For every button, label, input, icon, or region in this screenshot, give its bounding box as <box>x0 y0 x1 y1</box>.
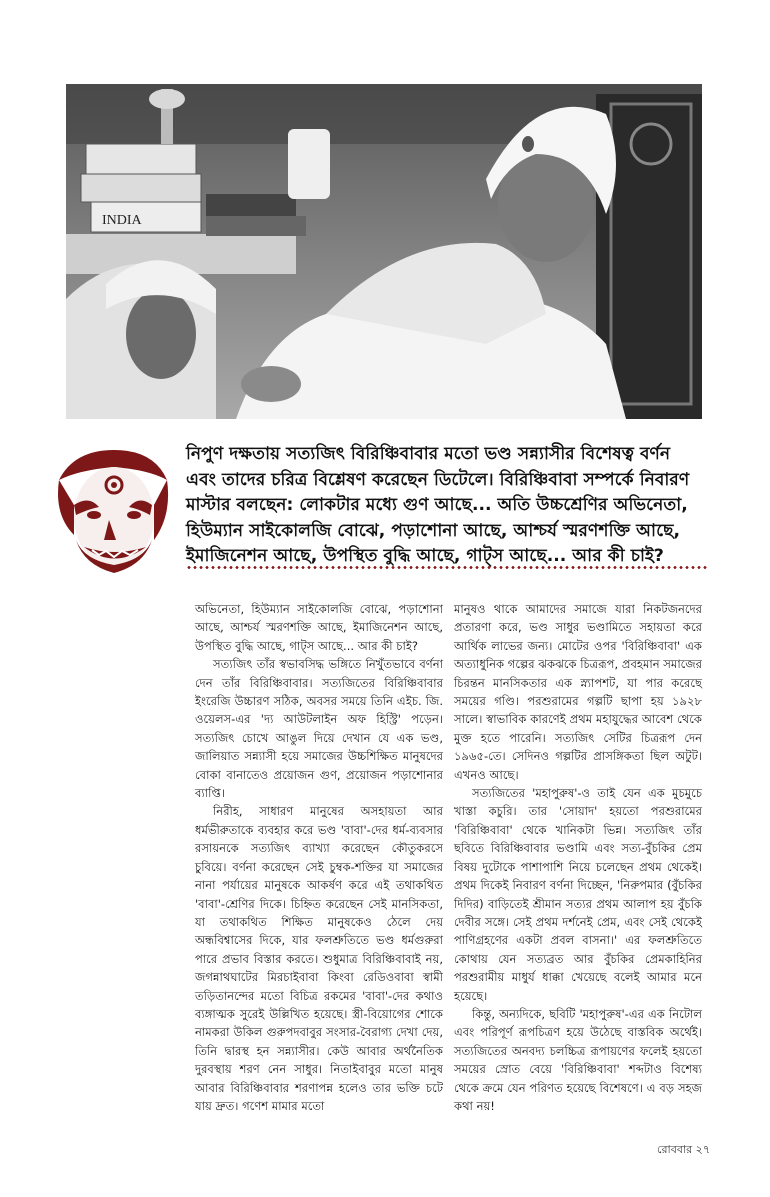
dotted-divider <box>186 566 708 569</box>
paragraph: অভিনেতা, হিউম্যান সাইকোলজি বোঝে, পড়াশোনা আছে, আশ্চর্য স্মরণশক্তি আছে, ইমাজিনেশন আছে, উপস্থিত বুদ্ধি আছে, গাট্‌স আছে... আর কী চাই? <box>195 602 443 653</box>
book-spine-text: INDIA <box>102 213 142 228</box>
article-column-right <box>454 600 702 1115</box>
paragraph: মানুষও থাকে আমাদের সমাজে যারা নিকটজনদের প্রতারণা করে, ভণ্ড সাধুর ভণ্ডামিতে সহায়তা করে আর্থিক লাভের জন্য। মোটের ওপর 'বিরিঞ্চিবাবা' এক অত্যাধুনিক গল্পের ঝকঝকে চিত্ররূপ, প্রবহমান সমাজের চিরন্তন মানসিকতার এক স্ন্যাপশট, যা পার করেছে সময়ের গণ্ডি। পরশুরামের গল্পটি ছাপা হয় ১৯২৮ সালে। স্বাভাবিক কারণেই প্রথম মহাযুদ্ধের আবেশ থেকে মুক্ত হতে পারেনি। সত্যজিৎ সেটির চিত্ররূপ দেন ১৯৬৫-তে। সেদিনও গল্পটির প্রাসঙ্গিকতা ছিল অটুট। এখনও আছে। <box>454 602 702 782</box>
paragraph: নিরীহ, সাধারণ মানুষের অসহায়তা আর ধর্মভীরুতাকে ব্যবহার করে ভণ্ড 'বাবা'-দের ধর্ম-ব্যবসার রসায়নকে সত্যজিৎ ব্যাখ্যা করেছেন কৌতুকরসে চুবিয়ে। বর্ণনা করেছেন সেই চুম্বক-শক্তির যা সমাজের নানা পর্যায়ের মানুষকে আকর্ষণ করে এই তথাকথিত 'বাবা'-শ্রেণির দিকে। চিহ্নিত করেছেন সেই মানসিকতা, যা তথাকথিত শিক্ষিত মানুষকেও ঠেলে দেয় অন্ধবিশ্বাসের দিকে, যার ফলশ্রুতিতে ভণ্ড ধর্মগুরুরা পারে প্রভাব বিস্তার করতে। শুধুমাত্র বিরিঞ্চিবাবাই নয়, জগন্নাথঘাটের মিরচাইবাবা কিংবা রেডিওবাবা স্বামী তড়িতানন্দের মতো বিচিত্র রকমের 'বাবা'-দের কথাও ব্যঙ্গাত্মক সুরেই উল্লিখিত হয়েছে। স্ত্রী-বিয়োগের শোকে নামকরা উকিল গুরুপদবাবুর সংসার-বৈরাগ্য দেখা দেয়, তিনি দ্বারস্থ হন সন্ন্যাসীর। কেউ আবার অর্থনৈতিক দুরবস্থায় শরণ নেন সাধুর। নিতাইবাবুর মতো মানুষ আবার বিরিঞ্চিবাবার শরণাপন্ন হলেও তার ভক্তি চটে যায় দ্রুত। গণেশ মামার মতো <box>195 804 443 1113</box>
paragraph: কিন্তু, অন্যদিকে, ছবিটি 'মহাপুরুষ'-এর এক নিটোল এবং পরিপূর্ণ রূপচিত্রণ হয়ে উঠেছে বাস্তবিক অর্থেই। সত্যজিতের অনবদ্য চলচ্চিত্র রূপায়ণের ফলেই হয়তো সময়ের স্রোত বেয়ে 'বিরিঞ্চিবাবা' শব্দটাও বিশেষ্য থেকে ক্রমে যেন পরিণত হয়েছে বিশেষণে। এ বড় সহজ কথা নয়! <box>454 1006 702 1113</box>
paragraph: সত্যজিতের 'মহাপুরুষ'-ও তাই যেন এক মুচমুচে খাস্তা কচুরি। তার 'সোয়াদ' হয়তো পরশুরামের 'বিরিঞ্চিবাবা' থেকে খানিকটা ভিন্ন। সত্যজিৎ তাঁর ছবিতে বিরিঞ্চিবাবার ভণ্ডামি এবং সত্য-বুঁচকির প্রেম বিষয় দুটোকে পাশাপাশি নিয়ে চলেছেন প্রথম থেকেই। প্রথম দিকেই নিবারণ বর্ণনা দিচ্ছেন, 'নিরুপমার (বুঁচকির দিদির) বাড়িতেই শ্রীমান সত্যর প্রথম আলাপ হয় বুঁচকি দেবীর সঙ্গে। সেই প্রথম দর্শনেই প্রেম, এবং সেই থেকেই পাণিগ্রহণের একটা প্রবল বাসনা।' এর ফলশ্রুতিতে কোথায় যেন সত্যব্রত আর বুঁচকির প্রেমকাহিনির পরশুরামীয় মাধুর্য ধাক্কা খেয়েছে বলেই আমার মনে হয়েছে। <box>454 786 702 1003</box>
paragraph: সত্যজিৎ তাঁর স্বভাবসিদ্ধ ভঙ্গিতে নিখুঁতভাবে বর্ণনা দেন তাঁর বিরিঞ্চিবাবার। সত্যজিতের বিরিঞ্চিবাবার ইংরেজি উচ্চারণ সঠিক, অবসর সময়ে তিনি এইচ. জি. ওয়েলস-এর 'দ্য আউটলাইন অফ হিস্ট্রি' পড়েন। সত্যজিৎ চোখে আঙুল দিয়ে দেখান যে এক ভণ্ড, জালিয়াত সন্ন্যাসী হয়ে সমাজের উচ্চশিক্ষিত মানুষদের বোকা বানাতেও প্রয়োজন গুণ, প্রয়োজন পড়াশোনার ব্যাপ্তি। <box>195 657 443 801</box>
page-folio: রোববার ২৭ <box>657 1143 710 1156</box>
baba-portrait-illustration <box>54 445 172 575</box>
pull-quote: নিপুণ দক্ষতায় সত্যজিৎ বিরিঞ্চিবাবার মতো ভণ্ড সন্ন্যাসীর বিশেষত্ব বর্ণন এবং তাদের চরিত্র বিশ্লেষণ করেছেন ডিটেলে। বিরিঞ্চিবাবা সম্পর্কে নিবারণ মাস্টার বলছেন: লোকটার মধ্যে গুণ আছে... অতি উচ্চশ্রেণির অভিনেতা, হিউম্যান সাইকোলজি বোঝে, পড়াশোনা আছে, আশ্চর্য স্মরণশক্তি আছে, ইমাজিনেশন আছে, উপস্থিত বুদ্ধি আছে, গাট্‌স আছে... আর কী চাই? <box>186 444 690 566</box>
article-column-left <box>195 600 443 1115</box>
film-still-photo <box>66 84 702 419</box>
